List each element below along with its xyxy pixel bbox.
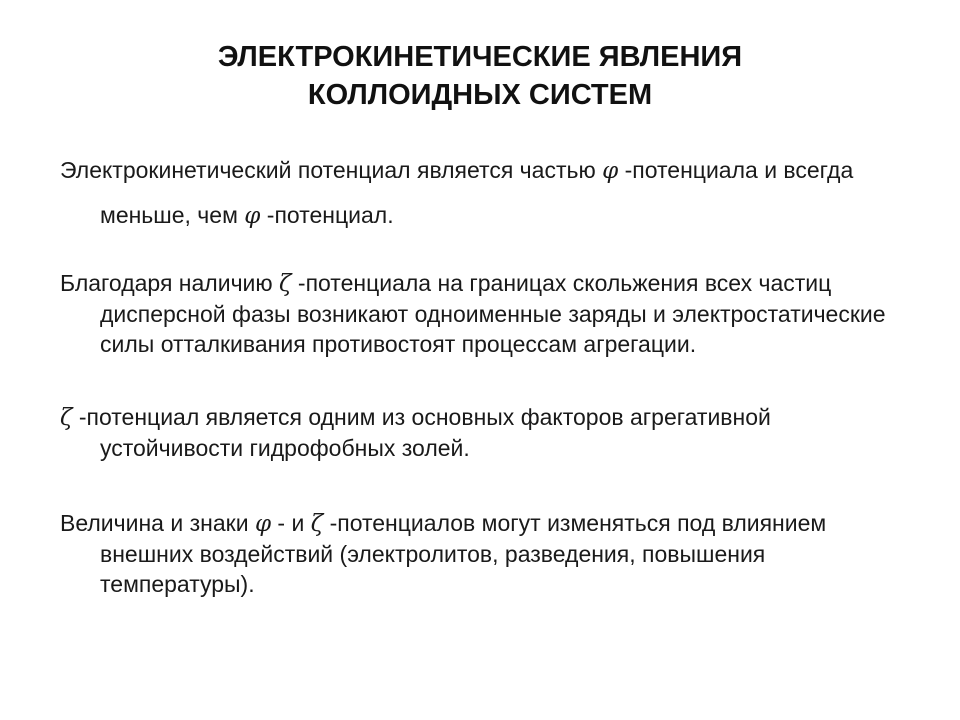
paragraph-1 <box>60 148 910 238</box>
phi-symbol: φ <box>254 511 272 537</box>
paragraph-3 <box>60 402 910 463</box>
slide-title-line-1: ЭЛЕКТРОКИНЕТИЧЕСКИЕ ЯВЛЕНИЯ <box>217 41 743 73</box>
paragraph-2-text-a: Благодаря наличию <box>60 270 280 296</box>
phi-symbol: φ <box>244 203 261 229</box>
paragraph-4-text-c: -потенциалов могут изменяться под влиянием внешних воздействий (электролитов, разведения, повышения температуры). <box>100 510 827 597</box>
slide-title <box>0 38 960 114</box>
paragraph-1-text-c: -потенциал. <box>260 202 394 228</box>
paragraph-1-text-b: -потенциала и всегда меньше, чем <box>100 157 854 228</box>
slide-title-line-2: КОЛЛОИДНЫХ СИСТЕМ <box>307 79 653 111</box>
paragraph-2 <box>60 268 910 359</box>
paragraph-3-text-a: -потенциал является одним из основных факторов агрегативной устойчивости гидрофобных золей. <box>72 404 771 461</box>
phi-symbol: φ <box>602 158 619 184</box>
paragraph-2-text-b: -потенциала на границах скольжения всех частиц дисперсной фазы возникают одноименные заряды и электростатические силы отталкивания противостоят процессам агрегации. <box>100 270 886 357</box>
paragraph-1-text-a: Электрокинетический потенциал является частью <box>60 157 603 183</box>
zeta-symbol: ζ <box>279 271 292 297</box>
paragraph-4 <box>60 508 910 599</box>
paragraph-4-text-b: - и <box>271 510 311 536</box>
zeta-symbol: ζ <box>60 405 73 431</box>
zeta-symbol: ζ <box>310 511 324 537</box>
paragraph-4-text-a: Величина и знаки <box>60 510 255 536</box>
